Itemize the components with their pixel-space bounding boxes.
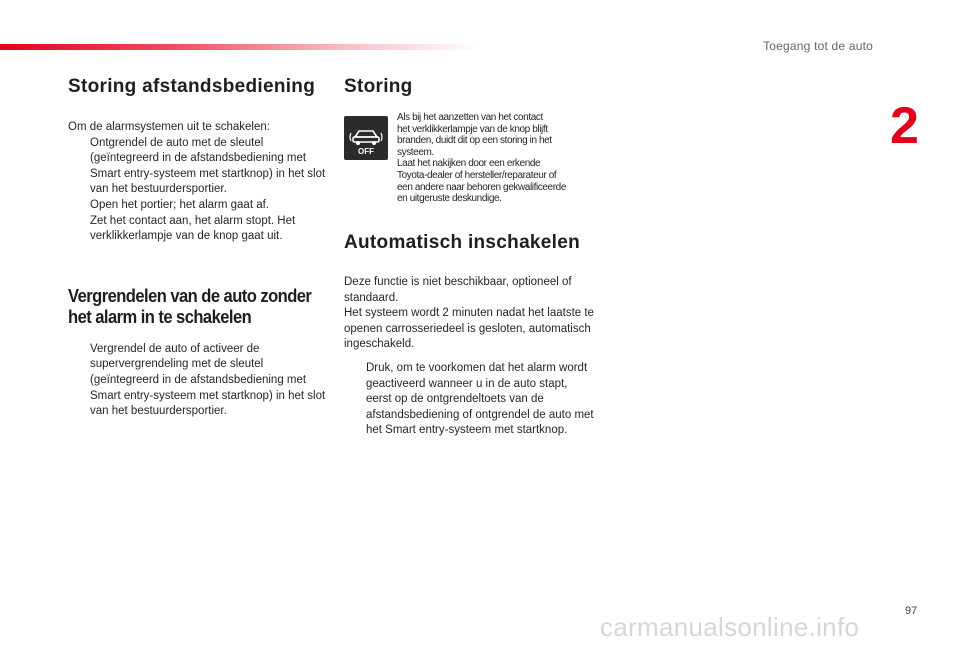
chapter-title: Toegang tot de auto — [763, 39, 873, 53]
auto-arm-availability: Deze functie is niet beschikbaar, optioneel of standaard. — [344, 276, 572, 304]
section-title-remote-fault: Storing afstandsbediening — [68, 76, 316, 97]
right-column — [344, 76, 606, 437]
page-number: 97 — [905, 605, 918, 617]
header-accent-bar — [0, 44, 480, 50]
section-title-auto-arm: Automatisch inschakelen — [344, 232, 581, 253]
watermark: carmanualsonline.info — [600, 612, 860, 642]
svg-text:OFF: OFF — [358, 147, 374, 156]
list-item: Vergrendel de auto of activeer de supervergrendeling met de sleutel (geïntegreerd in de afstandsbediening met Smart entry-systeem met startknop) in het slot van het bestuurdersportier. — [90, 342, 326, 418]
alarm-off-icon — [344, 116, 388, 160]
section-title-fault: Storing — [344, 76, 413, 97]
left-column — [68, 76, 330, 420]
section-title-lock-without-alarm: Vergrendelen van de auto zonder het alarm in te schakelen — [68, 285, 312, 327]
list-item: Zet het contact aan, het alarm stopt. Het verklikkerlampje van de knop gaat uit. — [90, 214, 296, 243]
list-item: Open het portier; het alarm gaat af. — [90, 198, 269, 211]
list-item: Druk, om te voorkomen dat het alarm wordt geactiveerd wanneer u in de auto stapt, eerst op de ontgrendeltoets van de afstandsbediening of ontgrendel de auto met het Smart entry-systeem met startknop. — [366, 361, 594, 437]
fault-description: Als bij het aanzetten van het contact het verklikkerlampje van de knop blijft branden, duidt dit op een storing in het systeem. Laat het nakijken door een erkende Toyota-dealer of hersteller/reparateur of een andere naar behoren gekwalificeerde en uitgeruste deskundige. — [397, 112, 566, 205]
auto-arm-description: Het systeem wordt 2 minuten nadat het laatste te openen carrosseriedeel is gesloten, automatisch ingeschakeld. — [344, 307, 594, 351]
chapter-number: 2 — [890, 97, 919, 155]
list-item: Ontgrendel de auto met de sleutel (geïntegreerd in de afstandsbediening met Smart entry-systeem met startknop) in het slot van het bestuurdersportier. — [90, 136, 326, 196]
remote-fault-intro: Om de alarmsystemen uit te schakelen: — [68, 121, 270, 133]
auto-arm-body — [344, 275, 596, 439]
